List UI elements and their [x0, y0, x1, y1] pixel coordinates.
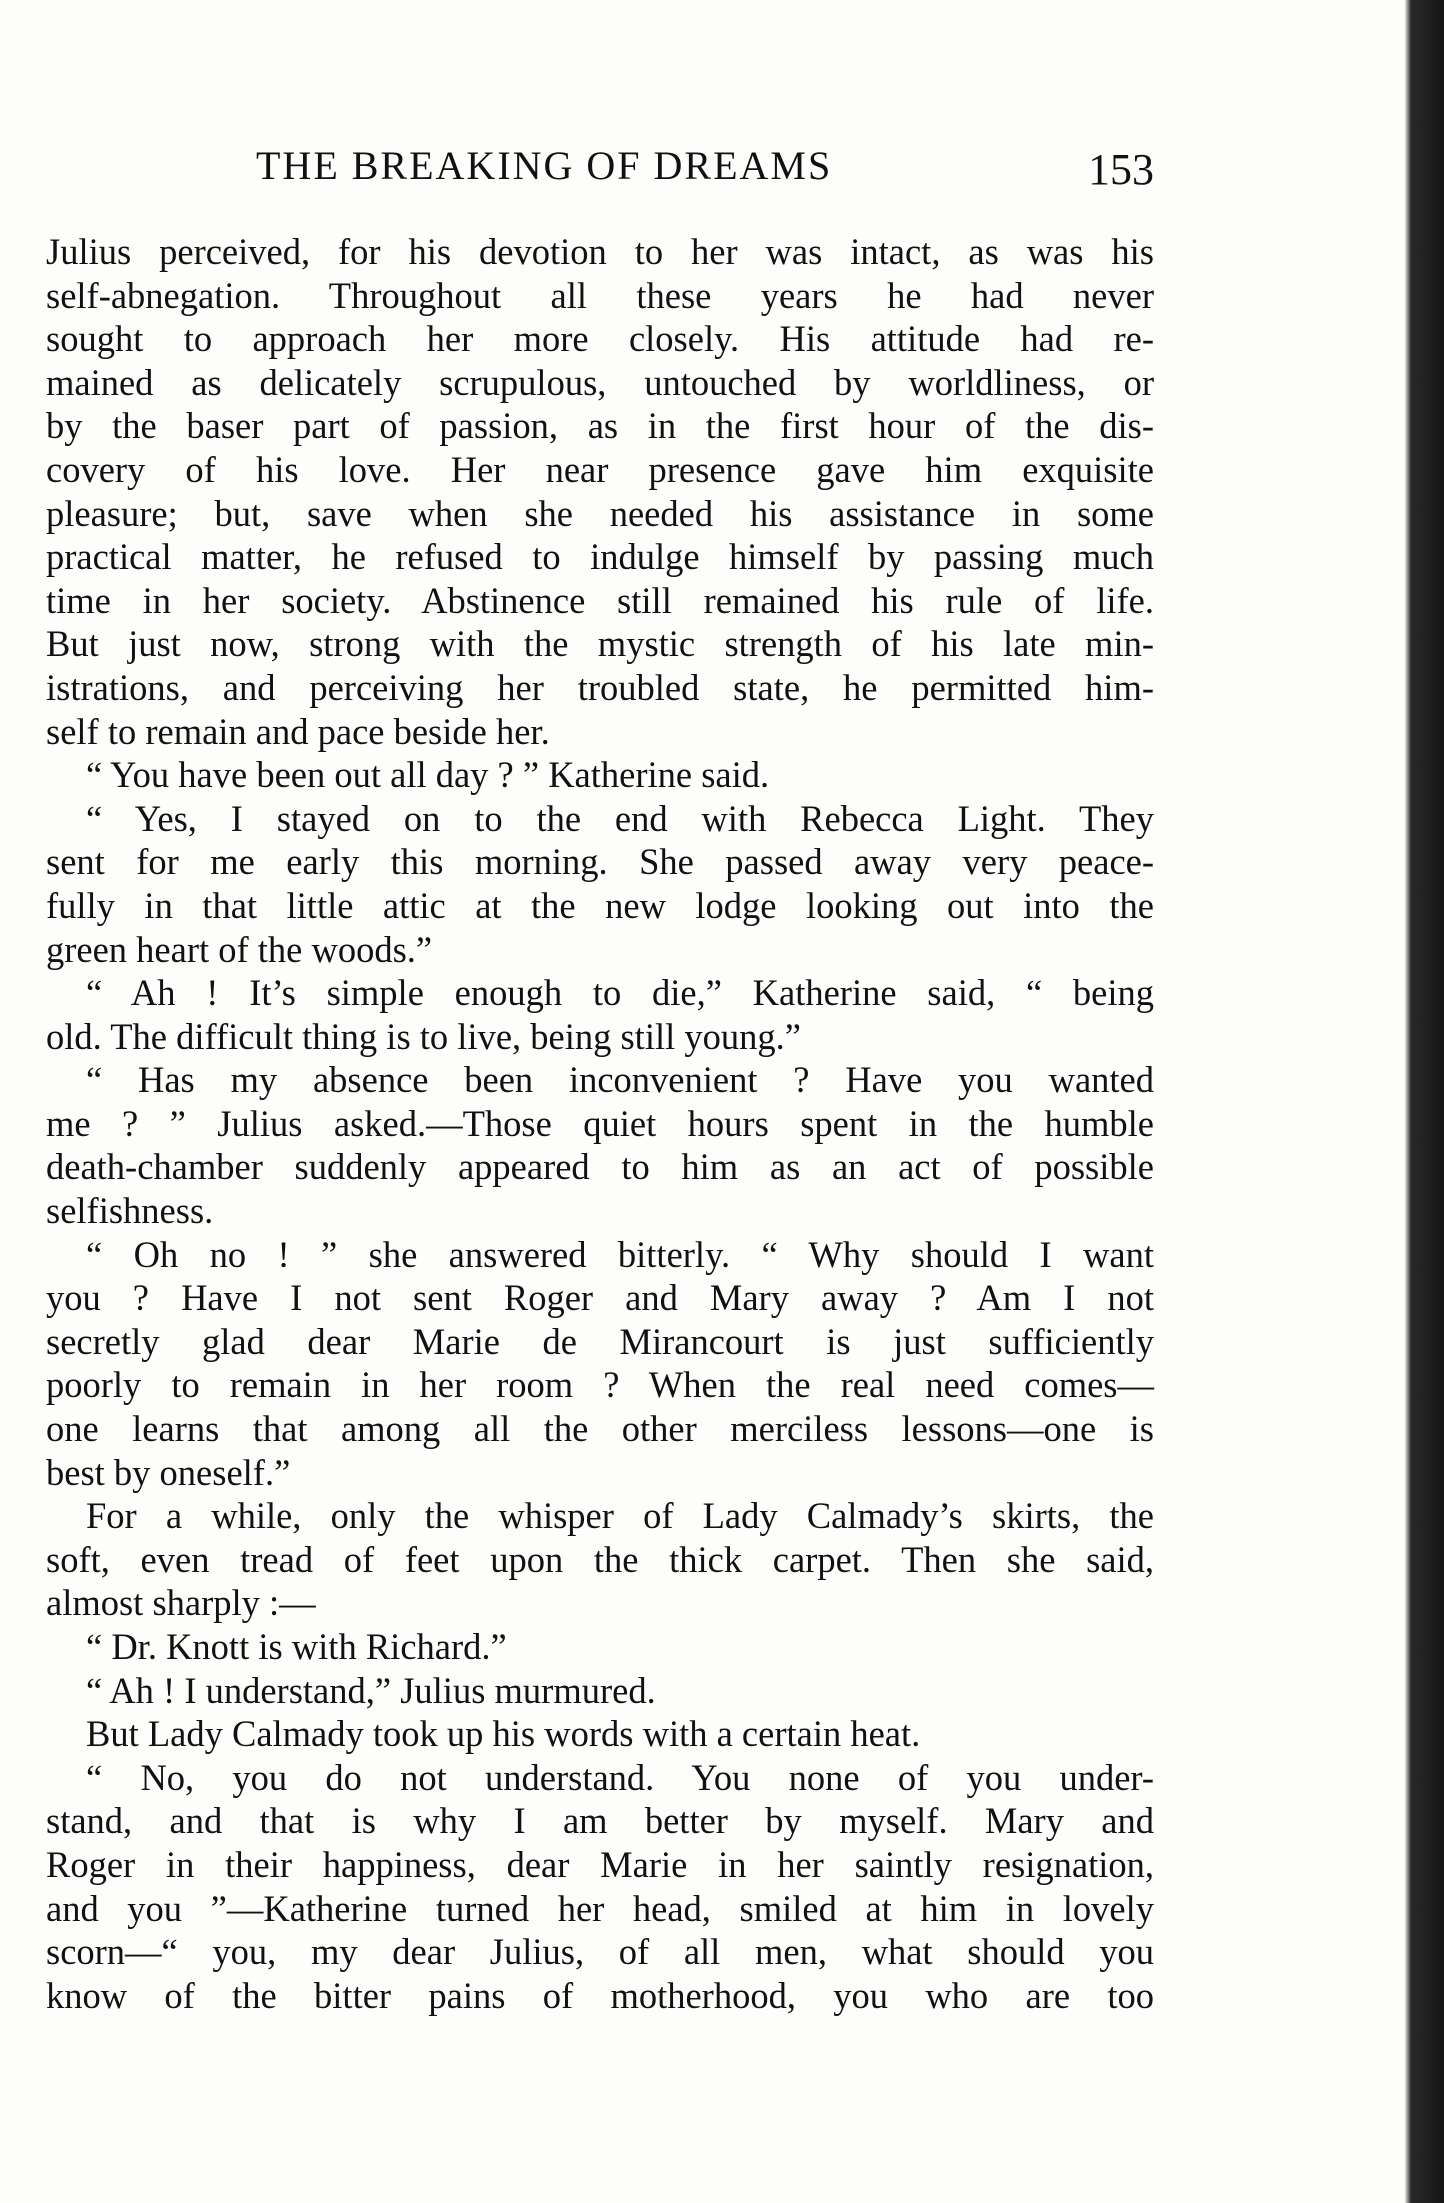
- text-line: “ Yes, I stayed on to the end with Rebecca Light. They: [86, 797, 1154, 839]
- running-title: THE BREAKING OF DREAMS: [256, 143, 833, 188]
- text-line: “ No, you do not understand. You none of you under-: [86, 1756, 1154, 1798]
- text-line: by the baser part of passion, as in the first hour of the dis-: [46, 405, 1154, 447]
- text-line: “ Ah ! I understand,” Julius murmured.: [86, 1669, 656, 1711]
- text-line: poorly to remain in her room ? When the real need comes—: [46, 1364, 1154, 1406]
- text-line: sent for me early this morning. She passed away very peace-: [46, 841, 1154, 883]
- text-line: pleasure; but, save when she needed his assistance in some: [46, 492, 1154, 534]
- text-line: Julius perceived, for his devotion to her was intact, as was his: [46, 231, 1154, 272]
- text-line: secretly glad dear Marie de Mirancourt is just sufficiently: [46, 1320, 1154, 1362]
- text-line: “ You have been out all day ? ” Katherine said.: [86, 754, 770, 796]
- text-line: best by oneself.”: [46, 1451, 291, 1493]
- text-line: one learns that among all the other merciless lessons—one is: [46, 1408, 1154, 1450]
- text-line: selfishness.: [46, 1190, 214, 1232]
- text-line: sought to approach her more closely. His attitude had re-: [46, 318, 1154, 360]
- text-line: time in her society. Abstinence still remained his rule of life.: [46, 579, 1154, 621]
- text-line: Roger in their happiness, dear Marie in her saintly resignation,: [46, 1843, 1154, 1885]
- text-line: scorn—“ you, my dear Julius, of all men, what should you: [46, 1931, 1154, 1973]
- text-line: “ Oh no ! ” she answered bitterly. “ Why should I want: [86, 1233, 1154, 1275]
- text-line: “ Ah ! It’s simple enough to die,” Katherine said, “ being: [86, 972, 1154, 1014]
- text-line: covery of his love. Her near presence gave him exquisite: [46, 448, 1154, 490]
- text-line: green heart of the woods.”: [46, 928, 433, 970]
- text-line: know of the bitter pains of motherhood, you who are too: [46, 1974, 1154, 2016]
- text-line: old. The difficult thing is to live, being still young.”: [46, 1015, 801, 1057]
- text-line: But Lady Calmady took up his words with a certain heat.: [86, 1713, 921, 1755]
- text-line: death-chamber suddenly appeared to him as an act of possible: [46, 1146, 1154, 1188]
- page-edge-shadow: [1405, 0, 1444, 2203]
- text-line: me ? ” Julius asked.—Those quiet hours spent in the humble: [46, 1102, 1154, 1144]
- text-line: For a while, only the whisper of Lady Calmady’s skirts, the: [86, 1495, 1154, 1537]
- text-line: But just now, strong with the mystic strength of his late min-: [46, 623, 1154, 665]
- text-line: istrations, and perceiving her troubled state, he permitted him-: [46, 666, 1154, 708]
- text-line: self to remain and pace beside her.: [46, 710, 550, 752]
- text-line: “ Dr. Knott is with Richard.”: [86, 1626, 507, 1667]
- text-line: mained as delicately scrupulous, untouched by worldliness, or: [46, 361, 1154, 403]
- text-line: self-abnegation. Throughout all these years he had never: [46, 274, 1154, 316]
- text-line: stand, and that is why I am better by myself. Mary and: [46, 1800, 1154, 1842]
- page-number: 153: [1088, 145, 1154, 194]
- page-header: [46, 138, 1154, 194]
- body-text: [46, 230, 1154, 2017]
- text-line: almost sharply :—: [46, 1582, 316, 1624]
- text-line: you ? Have I not sent Roger and Mary away ? Am I not: [46, 1277, 1154, 1319]
- text-line: practical matter, he refused to indulge himself by passing much: [46, 536, 1154, 578]
- text-line: and you ”—Katherine turned her head, smiled at him in lovely: [46, 1887, 1154, 1929]
- text-line: soft, even tread of feet upon the thick carpet. Then she said,: [46, 1538, 1154, 1580]
- text-line: fully in that little attic at the new lodge looking out into the: [46, 884, 1154, 926]
- text-line: “ Has my absence been inconvenient ? Have you wanted: [86, 1059, 1154, 1101]
